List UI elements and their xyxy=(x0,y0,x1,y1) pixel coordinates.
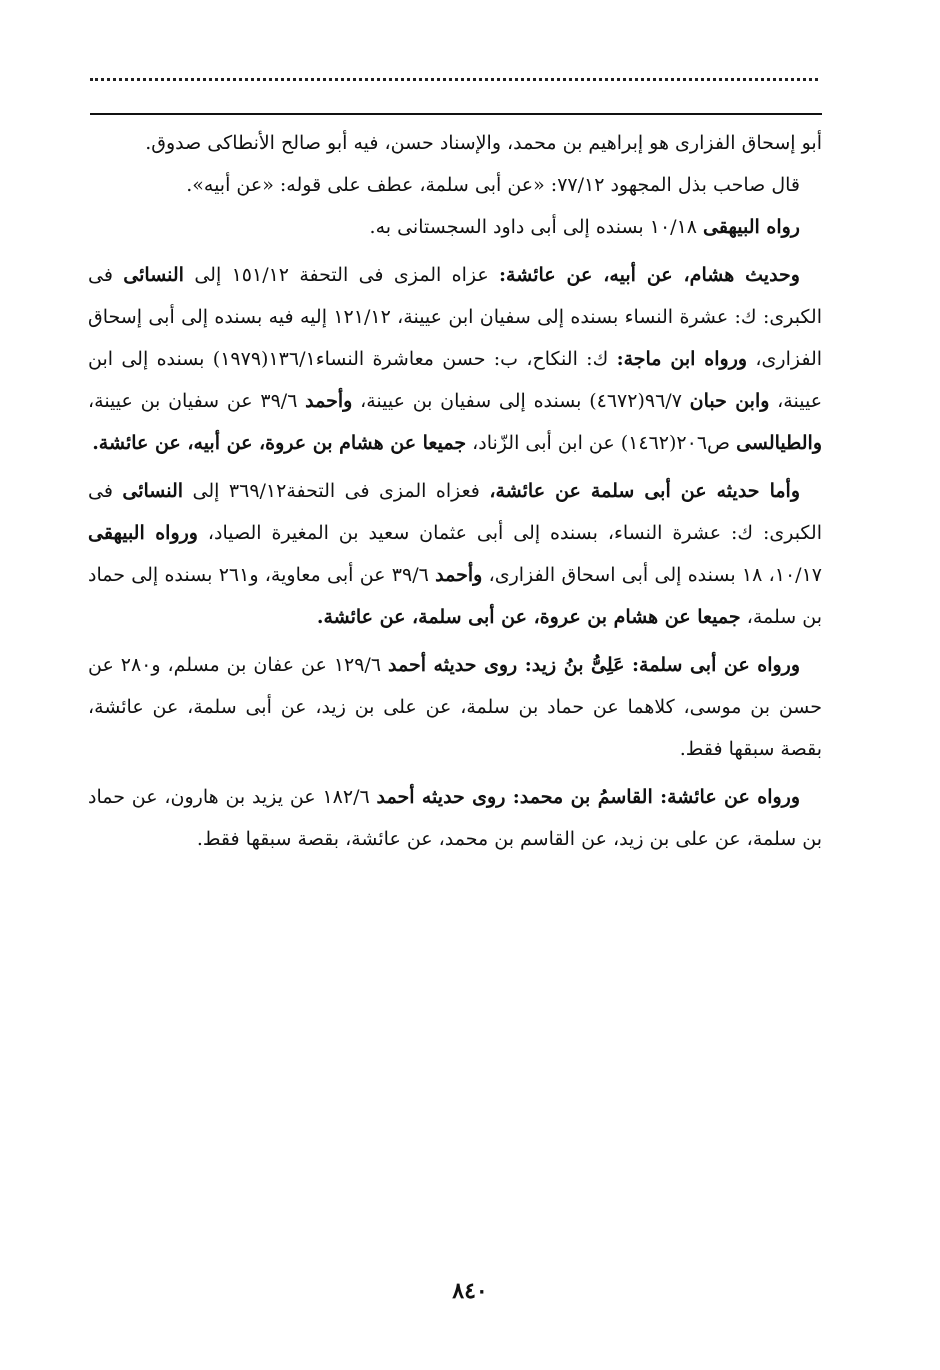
citation-text: ١٢٩/٦ عن عفان بن مسلم، و٢٨٠ عن حسن بن موسى، كلاهما عن حماد بن سلمة، عن على بن زيد، عن أبى سلمة، عن عائشة، بقصة سبقها فقط. xyxy=(88,654,822,760)
paragraph-bayhaqi xyxy=(88,206,822,248)
hadith-heading: وأما حديثه عن أبى سلمة عن عائشة، xyxy=(489,480,800,502)
hadith-heading: وحديث هشام، عن أبيه، عن عائشة: xyxy=(499,264,800,286)
source-name: رواه البيهقى xyxy=(703,216,800,238)
page-body xyxy=(88,122,822,860)
chain-summary: جميعا عن هشام بن عروة، عن أبى سلمة، عن عائشة. xyxy=(316,606,741,628)
note-line-1: أبو إسحاق الفزارى هو إبراهيم بن محمد، والإسناد حسن، فيه أبو صالح الأنطاكى صدوق. xyxy=(145,132,822,154)
citation-text: ص٢٠٦(١٤٦٢) عن ابن أبى الزّناد، xyxy=(472,432,731,454)
citation-text: عزاه المزى فى التحفة ١٥١/١٢ إلى xyxy=(194,264,489,286)
hadith-heading: ورواه عن أبى سلمة: عَلِىُّ بنُ زيد: روى حديثه أحمد xyxy=(388,654,800,676)
source-name: والطيالسى xyxy=(736,432,822,454)
source-name: وابن حبان xyxy=(689,390,770,412)
citation-text: ٣٩/٦ عن أبى معاوية، و٢٦١ بسنده إلى حماد بن سلمة، xyxy=(88,564,822,628)
citation-text: ٩٦/٧(٤٦٧٢) بسنده إلى سفيان بن عيينة، xyxy=(360,390,682,412)
source-name: ورواه ابن ماجة: xyxy=(616,348,748,370)
source-name: ورواه البيهقى xyxy=(88,522,198,544)
citation-text: فى الكبرى: ك: عشرة النساء بسنده إلى سفيان ابن عيينة، ١٢١/١٢ إليه فيه بسنده إلى أبى إسحاق الفزارى، xyxy=(88,264,823,370)
paragraph-al-qasim xyxy=(88,776,822,860)
citation-text: ١٠/١٧، ١٨ بسنده إلى أبى اسحاق الفزارى، xyxy=(488,564,822,586)
footnote-rule xyxy=(90,113,822,115)
citation-text: ٣٩/٦ عن سفيان بن عيينة، xyxy=(88,390,298,412)
source-name: وأحمد xyxy=(435,564,483,586)
source-name: النسائى xyxy=(123,264,184,286)
note-line-2: قال صاحب بذل المجهود ٧٧/١٢: «عن أبى سلمة، عطف على قوله: «عن أبيه». xyxy=(186,174,800,196)
page-number: ٨٤٠ xyxy=(452,1278,488,1304)
citation-text: فى الكبرى: ك: عشرة النساء، بسنده إلى أبى عثمان سعيد بن المغيرة الصياد، xyxy=(88,480,822,544)
chain-summary: جميعا عن هشام بن عروة، عن أبيه، عن عائشة. xyxy=(92,432,467,454)
citation-text: ١٠/١٨ بسنده إلى أبى داود السجستانى به. xyxy=(369,216,697,238)
paragraph-ali-bin-zayd xyxy=(88,644,822,770)
citation-text: ك: النكاح، ب: حسن معاشرة النساء١٣٦/١(١٩٧٩) بسنده إلى ابن عيينة، xyxy=(88,348,823,412)
paragraph-hisham xyxy=(88,254,822,464)
citation-text: ١٨٢/٦ عن يزيد بن هارون، عن حماد بن سلمة، عن على بن زيد، عن القاسم بن محمد، عن عائشة، بقصة سبقها فقط. xyxy=(88,786,822,850)
dotted-divider xyxy=(90,78,818,81)
hadith-heading: ورواه عن عائشة: القاسمُ بن محمد: روى حديثه أحمد xyxy=(376,786,800,808)
paragraph-abu-salama xyxy=(88,470,822,638)
source-name: النسائى xyxy=(122,480,184,502)
citation-text: فعزاه المزى فى التحفة٣٦٩/١٢ إلى xyxy=(192,480,480,502)
source-name: وأحمد xyxy=(305,390,353,412)
